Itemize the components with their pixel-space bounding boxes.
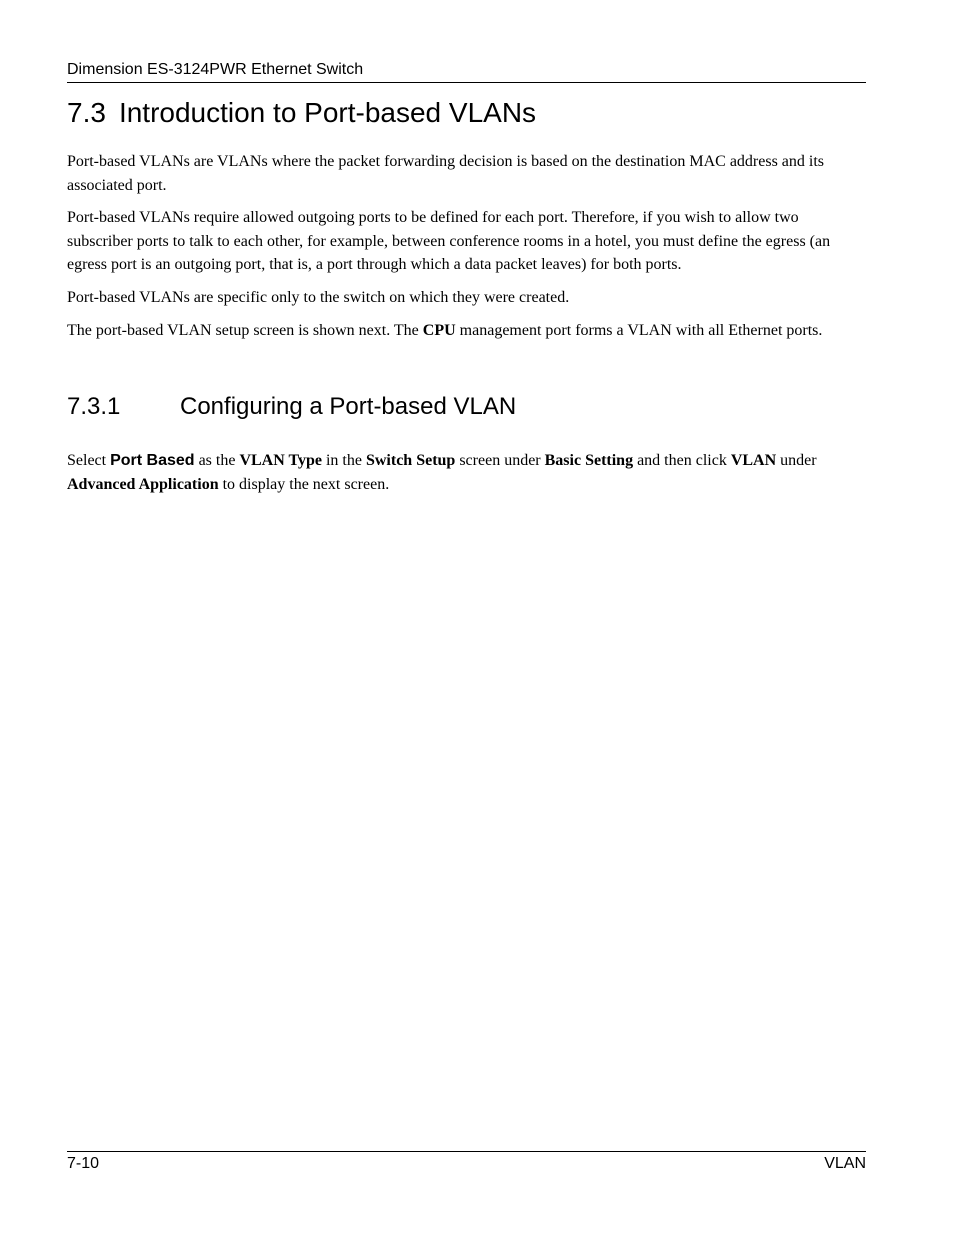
paragraph-2: Port-based VLANs require allowed outgoing ports to be defined for each port. Therefore, if you wish to allow two subscriber ports to talk to each other, for example, between conference rooms in a hotel, you must define the egress (an egress port is an outgoing port, that is, a port through which a data packet leaves) for both ports.: [67, 209, 831, 273]
paragraph-1: Port-based VLANs are VLANs where the packet forwarding decision is based on the destination MAC address and its associated port.: [67, 153, 825, 194]
instruction-text: screen under: [455, 452, 545, 469]
switch-setup-term: Switch Setup: [365, 452, 456, 469]
paragraph-3: Port-based VLANs are specific only to the switch on which they were created.: [67, 289, 570, 306]
instruction-text: Select: [67, 452, 111, 469]
header-title: Dimension ES-3124PWR Ethernet Switch: [67, 61, 364, 78]
subsection-heading: [67, 392, 516, 422]
instruction-text: in the: [321, 452, 366, 469]
page-header: [67, 60, 866, 83]
p4-text-after: management port forms a VLAN with all Ethernet ports.: [455, 322, 823, 339]
instruction-text: and then click: [633, 452, 731, 469]
section-heading: [67, 96, 536, 130]
instruction-text: as the: [194, 452, 240, 469]
instruction-paragraph: [67, 449, 862, 496]
section-number: 7.3: [67, 97, 106, 128]
instruction-text: under: [776, 452, 817, 469]
page-footer: [67, 1151, 866, 1174]
section-title: Introduction to Port-based VLANs: [118, 97, 537, 128]
instruction-text: to display the next screen.: [218, 475, 390, 493]
page-number: 7-10: [67, 1155, 100, 1172]
port-based-term: Port Based: [110, 452, 195, 469]
advanced-application-term: Advanced Application: [67, 475, 219, 493]
cpu-term: CPU: [422, 322, 456, 339]
vlan-term: VLAN: [730, 452, 777, 469]
subsection-number: 7.3.1: [67, 393, 121, 420]
subsection-title: Configuring a Port-based VLAN: [180, 393, 517, 420]
basic-setting-term: Basic Setting: [544, 452, 634, 469]
paragraph-4: [67, 319, 862, 343]
chapter-name: VLAN: [824, 1155, 866, 1172]
vlan-type-term: VLAN Type: [239, 452, 322, 469]
p4-text-before: The port-based VLAN setup screen is shown next. The: [67, 322, 423, 339]
